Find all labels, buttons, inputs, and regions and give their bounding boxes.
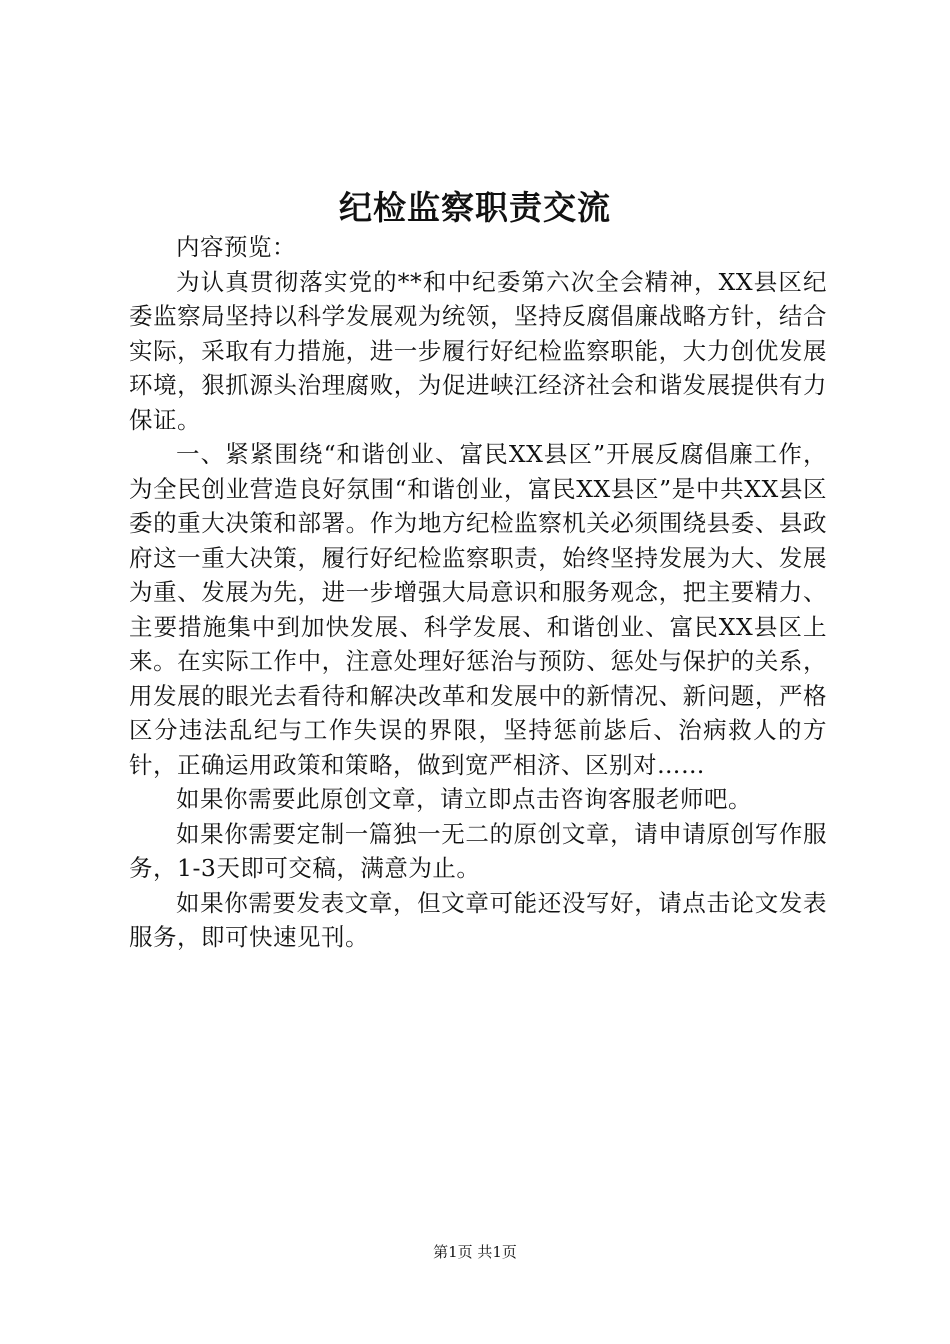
preview-label: 内容预览： bbox=[176, 233, 296, 261]
paragraph-section-one: 一、紧紧围绕“和谐创业、富民XX县区”开展反腐倡廉工作，为全民创业营造良好氛围“和谐创业，富民XX县区”是中共XX县区委的重大决策和部署。作为地方纪检监察机关必须围绕县委、县政府这一重大决策，履行好纪检监察职责，始终坚持发展为大、发展为重、发展为先，进一步增强大局意识和服务观念，把主要精力、主要措施集中到加快发展、科学发展、和谐创业、富民XX县区上来。在实际工作中，注意处理好惩治与预防、惩处与保护的关系，用发展的眼光去看待和解决改革和发展中的新情况、新问题，严格区分违法乱纪与工作失误的界限，坚持惩前毖后、治病救人的方针，正确运用政策和策略，做到宽严相济、区别对…… bbox=[129, 440, 827, 779]
paragraph-consult-link[interactable]: 如果你需要此原创文章，请立即点击咨询客服老师吧。 bbox=[176, 785, 752, 813]
document-title: 纪检监察职责交流 bbox=[339, 188, 611, 227]
paragraph-intro: 为认真贯彻落实党的**和中纪委第六次全会精神，XX县区纪委监察局坚持以科学发展观为统领，坚持反腐倡廉战略方针，结合实际，采取有力措施，进一步履行好纪检监察职能，大力创优发展环境，狠抓源头治理腐败，为促进峡江经济社会和谐发展提供有力保证。 bbox=[129, 267, 827, 434]
paragraph-publish-link[interactable]: 如果你需要发表文章，但文章可能还没写好，请点击论文发表服务，即可快速见刊。 bbox=[129, 888, 827, 951]
paragraph-custom-writing-link[interactable]: 如果你需要定制一篇独一无二的原创文章，请申请原创写作服务，1-3天即可交稿，满意为止。 bbox=[129, 819, 827, 882]
document-body bbox=[129, 230, 827, 955]
page-number: 第1页 共1页 bbox=[433, 1243, 517, 1261]
